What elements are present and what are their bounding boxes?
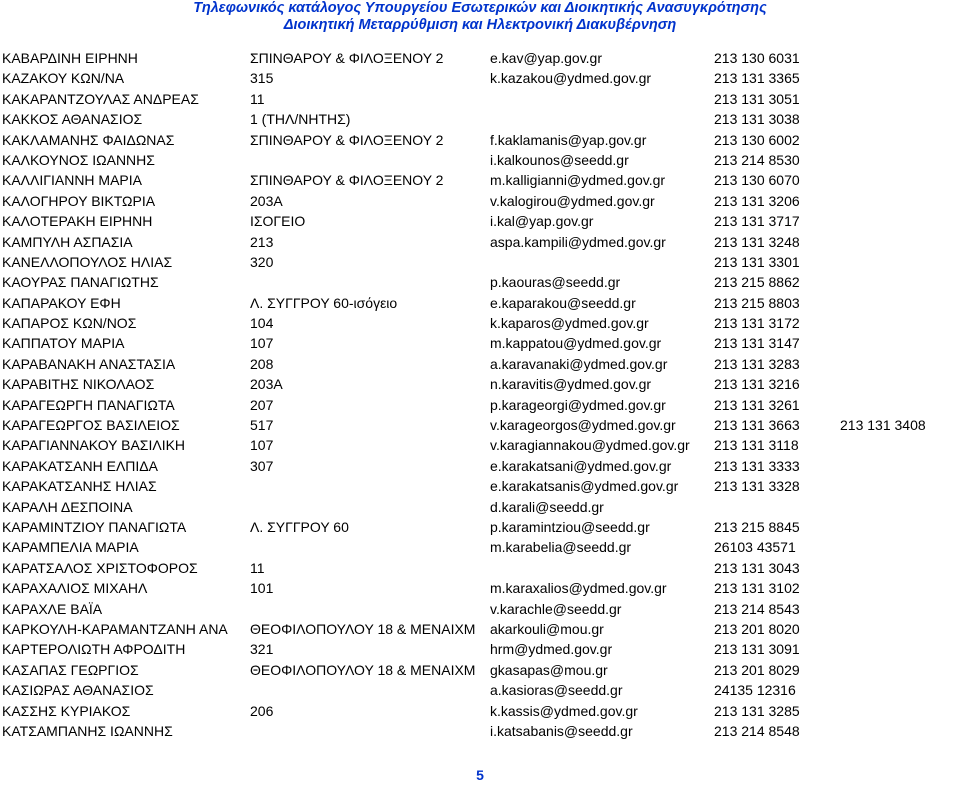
table-row <box>0 660 960 680</box>
table-row <box>0 191 960 211</box>
contact-office: 517 <box>250 417 274 434</box>
contact-email: v.kalogirou@ydmed.gov.gr <box>490 192 655 209</box>
contact-name: ΚΑΡΑΜΙΝΤΖΙΟΥ ΠΑΝΑΓΙΩΤΑ <box>2 518 187 535</box>
contact-email: i.kal@yap.gov.gr <box>490 213 594 230</box>
contact-email: e.kaparakou@seedd.gr <box>490 294 636 311</box>
contact-email: v.karageorgos@ydmed.gov.gr <box>490 417 676 434</box>
contact-phone: 213 131 3285 <box>714 702 800 719</box>
table-row <box>0 68 960 88</box>
contact-phone: 213 131 3663 <box>714 417 800 434</box>
directory-table <box>0 48 960 741</box>
contact-office: 307 <box>250 457 274 474</box>
table-row <box>0 293 960 313</box>
contact-phone: 213 131 3038 <box>714 111 800 128</box>
contact-email <box>490 558 712 578</box>
contact-office <box>250 150 488 170</box>
table-row <box>0 537 960 557</box>
contact-email: i.kalkounos@seedd.gr <box>490 151 629 168</box>
contact-name: ΚΑΚΚΟΣ ΑΘΑΝΑΣΙΟΣ <box>2 111 143 128</box>
contact-phone: 213 214 8530 <box>714 151 800 168</box>
table-row <box>0 578 960 598</box>
contact-office <box>250 680 488 700</box>
table-row <box>0 721 960 741</box>
contact-office: ΣΠΙΝΘΑΡΟΥ & ΦΙΛΟΞΕΝΟΥ 2 <box>250 172 444 189</box>
contact-office <box>250 537 488 557</box>
contact-name: ΚΑΡΑΓΙΑΝΝΑΚΟΥ ΒΑΣΙΛΙΚΗ <box>2 437 186 454</box>
table-row <box>0 170 960 190</box>
contact-office: 203Α <box>250 192 283 209</box>
contact-email: m.kappatou@ydmed.gov.gr <box>490 335 662 352</box>
header-subtitle: Διοικητική Μεταρρύθμιση και Ηλεκτρονική Διακυβέρνηση <box>283 17 677 33</box>
table-row <box>0 232 960 252</box>
contact-name: ΚΑΚΑΡΑΝΤΖΟΥΛΑΣ ΑΝΔΡΕΑΣ <box>2 90 199 107</box>
contact-name: ΚΑΡΑΤΣΑΛΟΣ ΧΡΙΣΤΟΦΟΡΟΣ <box>2 559 198 576</box>
table-row <box>0 313 960 333</box>
contact-email: aspa.kampili@ydmed.gov.gr <box>490 233 666 250</box>
contact-email: p.kaouras@seedd.gr <box>490 274 621 291</box>
contact-office: 208 <box>250 355 274 372</box>
contact-phone: 213 131 3147 <box>714 335 800 352</box>
contact-extra-phone: 213 131 3408 <box>840 417 926 434</box>
contact-phone: 213 131 3333 <box>714 457 800 474</box>
table-row <box>0 517 960 537</box>
contact-name: ΚΑΜΠΥΛΗ ΑΣΠΑΣΙΑ <box>2 233 133 250</box>
contact-phone: 213 131 3102 <box>714 580 800 597</box>
contact-name: ΚΑΛΛΙΓΙΑΝΝΗ ΜΑΡΙΑ <box>2 172 142 189</box>
contact-name: ΚΑΡΑΒΙΤΗΣ ΝΙΚΟΛΑΟΣ <box>2 376 155 393</box>
table-row <box>0 415 960 435</box>
contact-name: ΚΑΒΑΡΔΙΝΗ ΕΙΡΗΝΗ <box>2 50 138 66</box>
table-row <box>0 456 960 476</box>
contact-name: ΚΑΡΚΟΥΛΗ-ΚΑΡΑΜΑΝΤΖΑΝΗ ΑΝΑ <box>2 620 228 637</box>
table-row <box>0 680 960 700</box>
contact-email: e.karakatsani@ydmed.gov.gr <box>490 457 672 474</box>
table-row <box>0 333 960 353</box>
contact-email <box>490 252 712 272</box>
contact-name: ΚΑΡΑΒΑΝΑΚΗ ΑΝΑΣΤΑΣΙΑ <box>2 355 176 372</box>
contact-email: hrm@ydmed.gov.gr <box>490 641 613 658</box>
table-row <box>0 130 960 150</box>
table-row <box>0 374 960 394</box>
contact-email: m.karaxalios@ydmed.gov.gr <box>490 580 667 597</box>
contact-email: v.karachle@seedd.gr <box>490 600 622 617</box>
contact-office: 107 <box>250 335 274 352</box>
contact-name: ΚΑΚΛΑΜΑΝΗΣ ΦΑΙΔΩΝΑΣ <box>2 131 175 148</box>
contact-office: Λ. ΣΥΓΓΡΟΥ 60 <box>250 518 349 535</box>
contact-office <box>250 476 488 496</box>
contact-email: a.karavanaki@ydmed.gov.gr <box>490 355 668 372</box>
contact-office: 203Α <box>250 376 283 393</box>
contact-phone: 213 131 3328 <box>714 478 800 495</box>
contact-office: 104 <box>250 315 274 332</box>
table-row <box>0 354 960 374</box>
contact-office: 206 <box>250 702 274 719</box>
contact-name: ΚΑΡΑΚΑΤΣΑΝΗΣ ΗΛΙΑΣ <box>2 478 157 495</box>
table-row <box>0 150 960 170</box>
contact-name: ΚΑΡΑΧΛΕ ΒΑΪΑ <box>2 600 103 617</box>
contact-name: ΚΑΛΚΟΥΝΟΣ ΙΩΑΝΝΗΣ <box>2 151 155 168</box>
table-row <box>0 619 960 639</box>
contact-name: ΚΑΛΟΤΕΡΑΚΗ ΕΙΡΗΝΗ <box>2 213 153 230</box>
contact-office: 207 <box>250 396 274 413</box>
contact-name: ΚΑΛΟΓΗΡΟΥ ΒΙΚΤΩΡΙΑ <box>2 192 156 209</box>
contact-name: ΚΑΡΑΚΑΤΣΑΝΗ ΕΛΠΙΔΑ <box>2 457 158 474</box>
table-row <box>0 252 960 272</box>
table-row <box>0 395 960 415</box>
contact-phone: 213 131 3261 <box>714 396 800 413</box>
contact-name: ΚΑΟΥΡΑΣ ΠΑΝΑΓΙΩΤΗΣ <box>2 274 159 291</box>
contact-office: Λ. ΣΥΓΓΡΟΥ 60-ισόγειο <box>250 294 398 311</box>
contact-name: ΚΑΤΣΑΜΠΑΝΗΣ ΙΩΑΝΝΗΣ <box>2 722 173 739</box>
contact-phone: 213 131 3051 <box>714 90 800 107</box>
contact-phone: 213 131 3091 <box>714 641 800 658</box>
contact-name: ΚΑΡΑΓΕΩΡΓΗ ΠΑΝΑΓΙΩΤΑ <box>2 396 175 413</box>
contact-phone: 26103 43571 <box>714 539 796 556</box>
contact-phone: 213 131 3216 <box>714 376 800 393</box>
table-row <box>0 211 960 231</box>
contact-name: ΚΑΡΤΕΡΟΛΙΩΤΗ ΑΦΡΟΔΙΤΗ <box>2 641 186 658</box>
contact-phone: 213 131 3365 <box>714 70 800 87</box>
table-row <box>0 476 960 496</box>
contact-phone: 213 201 8029 <box>714 661 800 678</box>
contact-office: ΣΠΙΝΘΑΡΟΥ & ΦΙΛΟΞΕΝΟΥ 2 <box>250 131 444 148</box>
contact-name: ΚΑΖΑΚΟΥ ΚΩΝ/ΝΑ <box>2 70 125 87</box>
header-title: Τηλεφωνικός κατάλογος Υπουργείου Εσωτερικών και Διοικητικής Ανασυγκρότησης <box>193 0 767 16</box>
contact-phone: 213 214 8548 <box>714 722 800 739</box>
contact-name: ΚΑΠΑΡΟΣ ΚΩΝ/ΝΟΣ <box>2 315 137 332</box>
contact-office: 315 <box>250 70 274 87</box>
contact-phone: 213 131 3248 <box>714 233 800 250</box>
contact-phone: 213 130 6031 <box>714 50 800 66</box>
contact-phone: 24135 12316 <box>714 682 796 699</box>
contact-name: ΚΑΝΕΛΛΟΠΟΥΛΟΣ ΗΛΙΑΣ <box>2 253 173 270</box>
contact-phone: 213 201 8020 <box>714 620 800 637</box>
contact-email <box>490 89 712 109</box>
contact-email: m.karabelia@seedd.gr <box>490 539 632 556</box>
contact-email: gkasapas@mou.gr <box>490 661 608 678</box>
contact-name: ΚΑΣΙΩΡΑΣ ΑΘΑΝΑΣΙΟΣ <box>2 682 154 699</box>
contact-phone: 213 131 3118 <box>714 437 799 454</box>
table-row <box>0 639 960 659</box>
contact-phone: 213 131 3283 <box>714 355 800 372</box>
contact-email <box>490 109 712 129</box>
contact-phone: 213 214 8543 <box>714 600 800 617</box>
contact-name: ΚΑΡΑΧΑΛΙΟΣ ΜΙΧΑΗΛ <box>2 580 148 597</box>
contact-phone: 213 131 3206 <box>714 192 800 209</box>
contact-email: d.karali@seedd.gr <box>490 498 604 515</box>
contact-office <box>250 272 488 292</box>
contact-phone: 213 131 3043 <box>714 559 800 576</box>
contact-phone: 213 215 8803 <box>714 294 800 311</box>
table-row <box>0 272 960 292</box>
contact-office: 107 <box>250 437 274 454</box>
contact-office: 11 <box>250 90 265 107</box>
contact-email: v.karagiannakou@ydmed.gov.gr <box>490 437 690 454</box>
contact-office <box>250 599 488 619</box>
contact-phone: 213 215 8845 <box>714 518 800 535</box>
contact-office: ΙΣΟΓΕΙΟ <box>250 213 306 230</box>
contact-email: a.kasioras@seedd.gr <box>490 682 623 699</box>
contact-office: 321 <box>250 641 274 658</box>
contact-office: ΘΕΟΦΙΛΟΠΟΥΛΟΥ 18 & ΜΕΝΑΙΧΜ <box>250 620 476 637</box>
contact-email: p.karageorgi@ydmed.gov.gr <box>490 396 666 413</box>
contact-phone: 213 131 3717 <box>714 213 800 230</box>
contact-office: 320 <box>250 253 274 270</box>
contact-email: k.kaparos@ydmed.gov.gr <box>490 315 649 332</box>
contact-name: ΚΑΣΣΗΣ ΚΥΡΙΑΚΟΣ <box>2 702 131 719</box>
contact-phone: 213 215 8862 <box>714 274 800 291</box>
contact-email: f.kaklamanis@yap.gov.gr <box>490 131 647 148</box>
table-row <box>0 497 960 517</box>
contact-name: ΚΑΠΠΑΤΟΥ ΜΑΡΙΑ <box>2 335 125 352</box>
contact-email: k.kazakou@ydmed.gov.gr <box>490 70 652 87</box>
table-row <box>0 89 960 109</box>
contact-phone: 213 131 3172 <box>714 315 800 332</box>
contact-office: 101 <box>250 580 274 597</box>
table-row <box>0 109 960 129</box>
contact-name: ΚΑΠΑΡΑΚΟΥ ΕΦΗ <box>2 294 121 311</box>
contact-email: e.karakatsanis@ydmed.gov.gr <box>490 478 679 495</box>
table-row <box>0 48 960 68</box>
contact-office: 1 (ΤΗΛ/ΝΗΤΗΣ) <box>250 111 351 128</box>
contact-office <box>250 497 488 517</box>
contact-office: ΣΠΙΝΘΑΡΟΥ & ΦΙΛΟΞΕΝΟΥ 2 <box>250 50 444 66</box>
contact-name: ΚΑΣΑΠΑΣ ΓΕΩΡΓΙΟΣ <box>2 661 139 678</box>
contact-office <box>250 721 488 741</box>
table-row <box>0 599 960 619</box>
contact-email: k.kassis@ydmed.gov.gr <box>490 702 638 719</box>
contact-phone: 213 130 6070 <box>714 172 800 189</box>
table-row <box>0 435 960 455</box>
contact-phone: 213 130 6002 <box>714 131 800 148</box>
table-row <box>0 558 960 578</box>
page-number: 5 <box>476 767 484 783</box>
contact-email: akarkouli@mou.gr <box>490 620 604 637</box>
contact-email: n.karavitis@ydmed.gov.gr <box>490 376 652 393</box>
contact-email: p.karamintziou@seedd.gr <box>490 518 650 535</box>
table-row <box>0 701 960 721</box>
contact-name: ΚΑΡΑΓΕΩΡΓΟΣ ΒΑΣΙΛΕΙΟΣ <box>2 417 180 434</box>
contact-office: 213 <box>250 233 274 250</box>
contact-phone: 213 131 3301 <box>714 253 800 270</box>
contact-name: ΚΑΡΑΛΗ ΔΕΣΠΟΙΝΑ <box>2 498 133 515</box>
contact-phone <box>714 497 832 517</box>
contact-name: ΚΑΡΑΜΠΕΛΙΑ ΜΑΡΙΑ <box>2 539 139 556</box>
contact-email: e.kav@yap.gov.gr <box>490 50 603 66</box>
contact-email: i.katsabanis@seedd.gr <box>490 722 633 739</box>
contact-office: ΘΕΟΦΙΛΟΠΟΥΛΟΥ 18 & ΜΕΝΑΙΧΜ <box>250 661 476 678</box>
contact-email: m.kalligianni@ydmed.gov.gr <box>490 172 666 189</box>
contact-office: 11 <box>250 559 265 576</box>
